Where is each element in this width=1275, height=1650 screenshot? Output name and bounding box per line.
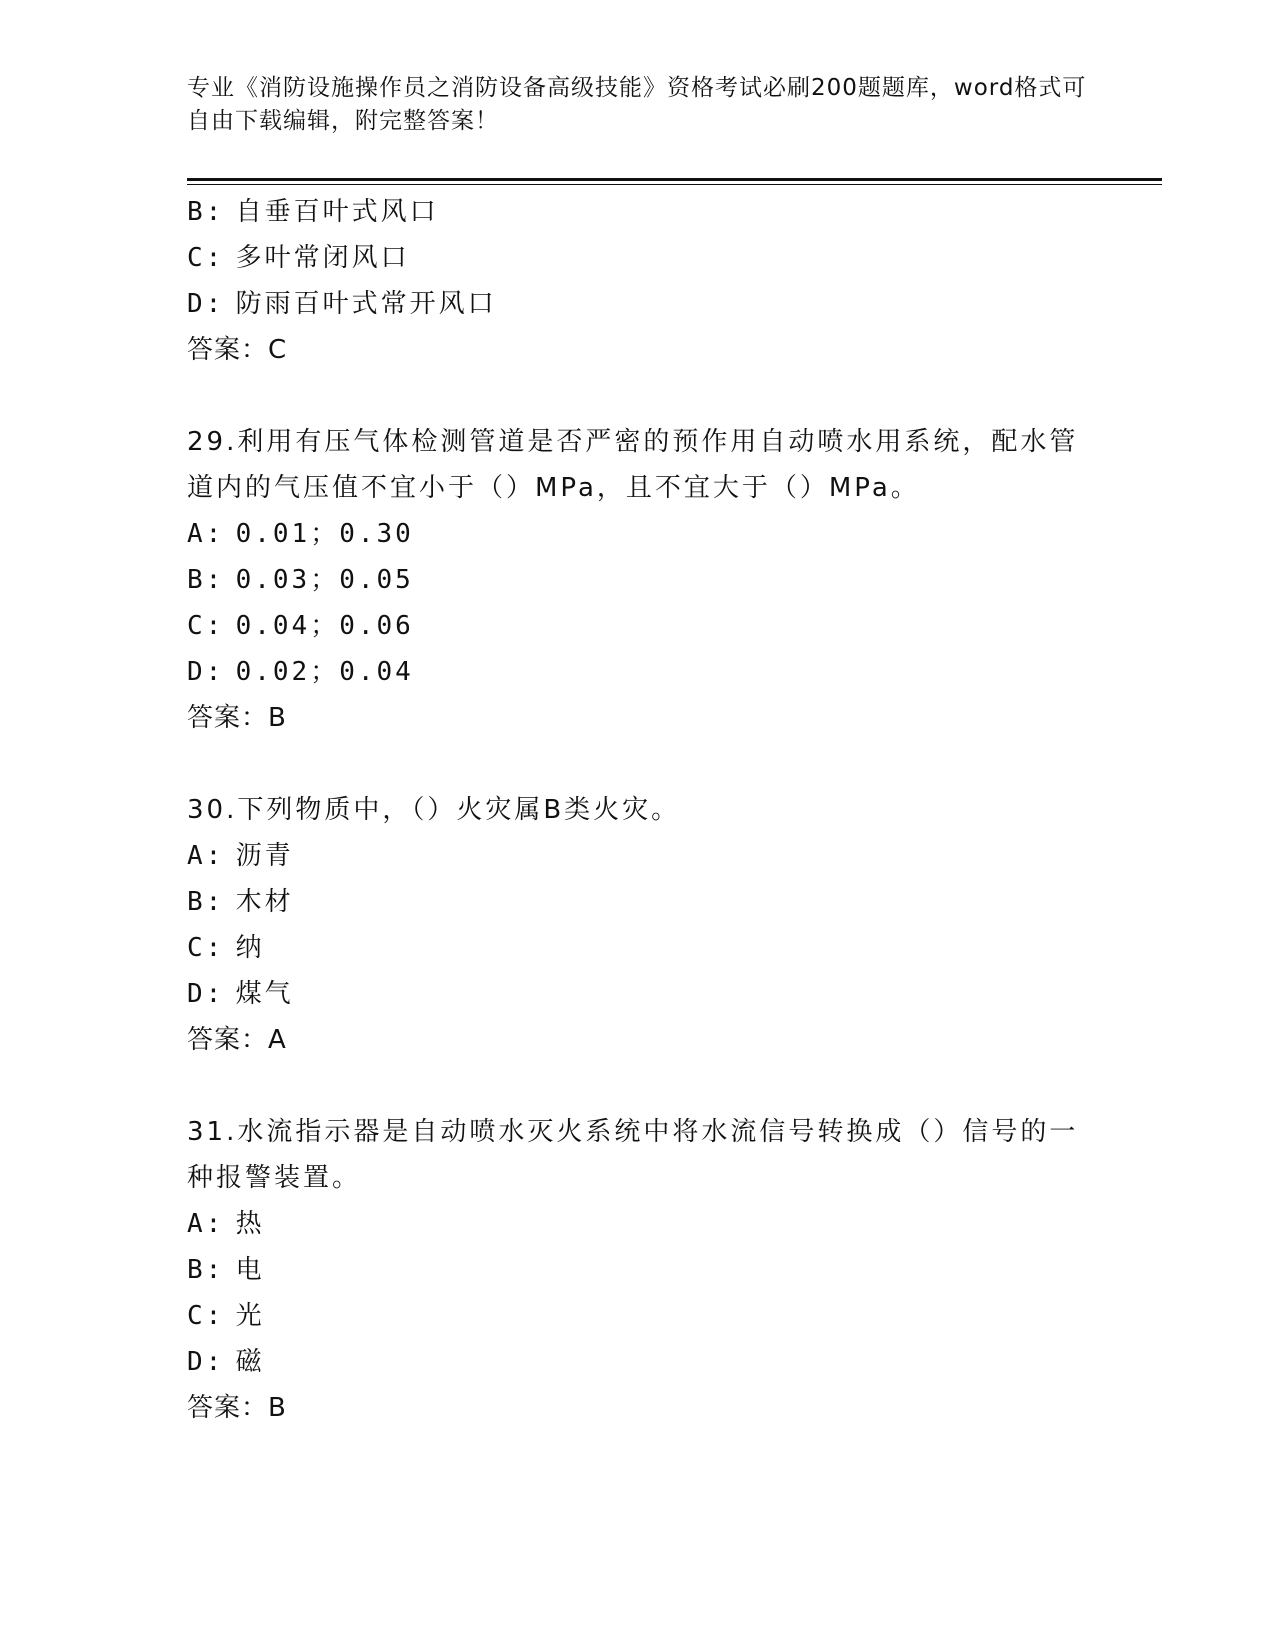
option-text: 0.03；0.05 bbox=[235, 565, 414, 595]
option-c bbox=[187, 235, 1087, 281]
option-a bbox=[187, 1201, 1087, 1247]
spacer bbox=[187, 1063, 1087, 1109]
option-text: 磁 bbox=[235, 1347, 265, 1377]
option-letter: D: bbox=[187, 657, 225, 687]
option-letter: A: bbox=[187, 519, 225, 549]
option-letter: C: bbox=[187, 933, 225, 963]
document-header: 专业《消防设施操作员之消防设备高级技能》资格考试必刷200题题库，word格式可自由下载编辑，附完整答案！ bbox=[187, 75, 1087, 134]
question-stem: 30.下列物质中，（）火灾属B类火灾。 bbox=[187, 795, 681, 825]
option-c bbox=[187, 603, 1087, 649]
question-31 bbox=[187, 1109, 1087, 1431]
option-text: 0.02；0.04 bbox=[235, 657, 414, 687]
option-b bbox=[187, 557, 1087, 603]
option-text: 电 bbox=[235, 1255, 265, 1285]
option-d bbox=[187, 1339, 1087, 1385]
option-letter: D: bbox=[187, 979, 225, 1009]
option-letter: C: bbox=[187, 1301, 225, 1331]
option-a bbox=[187, 511, 1087, 557]
option-a bbox=[187, 833, 1087, 879]
option-text: 煤气 bbox=[235, 979, 294, 1009]
question-29 bbox=[187, 419, 1087, 741]
option-d bbox=[187, 281, 1087, 327]
option-letter: C: bbox=[187, 243, 225, 273]
option-letter: A: bbox=[187, 841, 225, 871]
option-c bbox=[187, 925, 1087, 971]
option-letter: B: bbox=[187, 197, 225, 227]
answer: 答案：C bbox=[187, 335, 288, 365]
option-c bbox=[187, 1293, 1087, 1339]
option-d bbox=[187, 971, 1087, 1017]
option-b bbox=[187, 189, 1087, 235]
option-b bbox=[187, 1247, 1087, 1293]
option-letter: D: bbox=[187, 1347, 225, 1377]
option-letter: B: bbox=[187, 1255, 225, 1285]
spacer bbox=[187, 741, 1087, 787]
option-letter: B: bbox=[187, 887, 225, 917]
answer: 答案：A bbox=[187, 1025, 287, 1055]
answer: 答案：B bbox=[187, 703, 287, 733]
option-text: 自垂百叶式风口 bbox=[235, 197, 439, 227]
option-text: 多叶常闭风口 bbox=[235, 243, 410, 273]
option-text: 纳 bbox=[235, 933, 265, 963]
option-letter: B: bbox=[187, 565, 225, 595]
question-list bbox=[187, 189, 1087, 1431]
option-text: 热 bbox=[235, 1209, 265, 1239]
option-d bbox=[187, 649, 1087, 695]
option-text: 0.01；0.30 bbox=[235, 519, 414, 549]
option-letter: C: bbox=[187, 611, 225, 641]
question-stem: 31.水流指示器是自动喷水灭火系统中将水流信号转换成（）信号的一种报警装置。 bbox=[187, 1117, 1079, 1193]
header-rule-thick bbox=[187, 178, 1162, 181]
header-rule-thin bbox=[187, 184, 1162, 185]
question-30 bbox=[187, 787, 1087, 1063]
question-stem: 29.利用有压气体检测管道是否严密的预作用自动喷水用系统，配水管道内的气压值不宜小于（）MPa，且不宜大于（）MPa。 bbox=[187, 427, 1079, 503]
option-text: 木材 bbox=[235, 887, 294, 917]
option-text: 光 bbox=[235, 1301, 265, 1331]
option-text: 沥青 bbox=[235, 841, 294, 871]
option-letter: A: bbox=[187, 1209, 225, 1239]
option-b bbox=[187, 879, 1087, 925]
option-text: 0.04；0.06 bbox=[235, 611, 414, 641]
question-28-partial bbox=[187, 189, 1087, 373]
option-text: 防雨百叶式常开风口 bbox=[235, 289, 497, 319]
option-letter: D: bbox=[187, 289, 225, 319]
answer: 答案：B bbox=[187, 1393, 287, 1423]
spacer bbox=[187, 373, 1087, 419]
